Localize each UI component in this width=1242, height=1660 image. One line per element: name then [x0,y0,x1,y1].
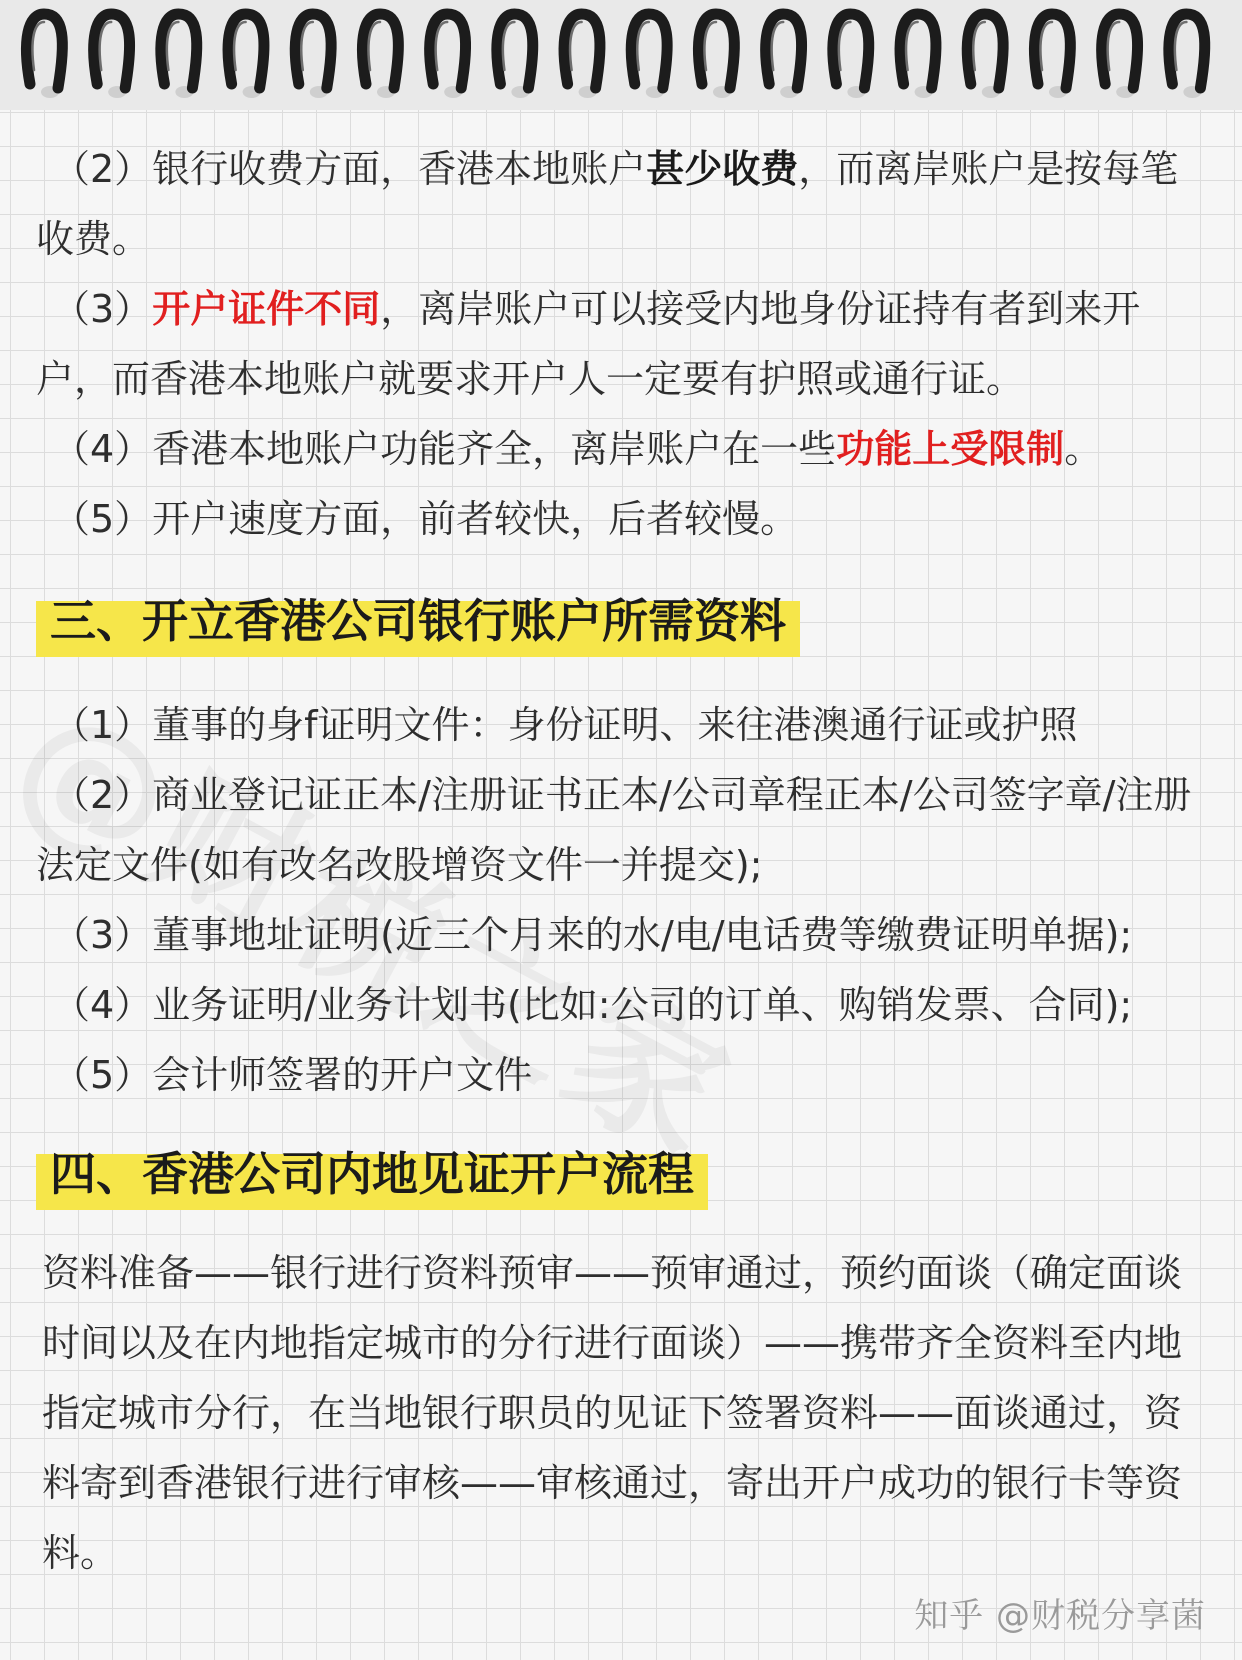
list-item: （4）业务证明/业务计划书(比如:公司的订单、购销发票、合同); [52,983,1133,1027]
point-text: （3） [52,287,153,331]
binding-ring-icon [631,14,667,98]
point-text: 。 [1064,427,1103,471]
point-text: ，而离岸账户是按每笔收费。 [36,147,1179,261]
point-text: （2）银行收费方面，香港本地账户 [52,147,647,191]
binding-ring-icon [766,14,802,98]
binding-ring-icon [900,14,936,98]
binding-ring-icon [1102,14,1138,98]
binding-ring-icon [362,14,398,98]
list-item: （5）会计师签署的开户文件 [52,1053,533,1097]
binding-ring-icon [1169,14,1205,98]
binding-ring-icon [698,14,734,98]
point-speed: （5）开户速度方面，前者较快，后者较慢。 [52,497,799,541]
binding-ring-icon [497,14,533,98]
process-description: 资料准备——银行进行资料预审——预审通过，预约面谈（确定面谈时间以及在内地指定城市的分行进行面谈）——携带齐全资料至内地指定城市分行，在当地银行职员的见证下签署资料——面谈通过，资料寄到香港银行进行审核——审核通过，寄出开户成功的银行卡等资料。 [42,1251,1183,1575]
binding-ring-icon [94,14,130,98]
point-functions [36,414,1206,484]
binding-ring-icon [228,14,264,98]
author-credit: 知乎 @财税分享菌 [914,1596,1206,1636]
point-emphasis: 功能上受限制 [836,427,1065,471]
binding-ring-icon [295,14,331,98]
binding-ring-icon [564,14,600,98]
point-bank-fees [36,134,1206,274]
list-item: （3）董事地址证明(近三个月来的水/电/电话费等缴费证明单据); [52,913,1133,957]
spiral-binding [0,0,1242,110]
binding-ring-icon [26,14,62,98]
binding-rings-icon [0,0,1242,110]
point-documents [36,274,1206,414]
point-emphasis: 开户证件不同 [152,287,381,331]
point-text: （4）香港本地账户功能齐全，离岸账户在一些 [52,427,837,471]
section-4-heading: 四、香港公司内地见证开户流程 [36,1138,708,1210]
list-item: （1）董事的身f证明文件：身份证明、来往港澳通行证或护照 [52,703,1078,747]
point-text: ，离岸账户可以接受内地身份证持有者到来开户，而香港本地账户就要求开户人一定要有护照或通行证。 [36,287,1141,401]
binding-ring-icon [430,14,466,98]
section-3-heading: 三、开立香港公司银行账户所需资料 [36,585,800,657]
binding-ring-icon [833,14,869,98]
binding-ring-icon [1034,14,1070,98]
point-emphasis: 甚少收费 [646,147,799,191]
binding-ring-icon [161,14,197,98]
list-item: （2）商业登记证正本/注册证书正本/公司章程正本/公司签字章/注册法定文件(如有改名改股增资文件一并提交); [36,773,1192,887]
binding-ring-icon [967,14,1003,98]
